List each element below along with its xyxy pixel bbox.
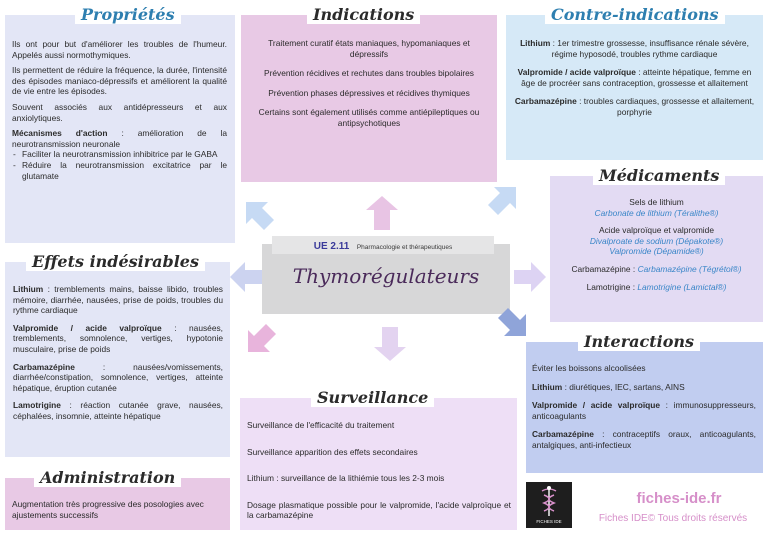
mecanismes-bullet-1: - Faciliter la neurotransmission inhibitrice par le GABA — [22, 149, 227, 160]
surveillance-2: Surveillance apparition des effets secondaires — [247, 446, 418, 457]
effets-text — [13, 284, 223, 427]
proprietes-text — [12, 39, 227, 181]
med-valproate: Acide valproïque et valpromide — [599, 225, 714, 236]
center-ue-band — [272, 236, 494, 254]
contre-lithium-label: Lithium — [520, 38, 551, 48]
contre-indications-title: Contre-indications — [545, 6, 725, 24]
interactions-title: Interactions — [578, 333, 700, 351]
effets-lamotrigine-text: : réaction cutanée grave, nausées, céphalées, insomnie, atteinte hépatique — [13, 400, 223, 421]
med-valproate-brand-1: Divalproate de sodium (Dépakote®) — [589, 235, 724, 246]
interaction-carbamazepine-label: Carbamazépine — [532, 429, 594, 440]
proprietes-p3: Souvent associés aux antidépresseurs et aux anxiolytiques. — [12, 101, 227, 123]
med-lithium: Sels de lithium — [629, 197, 684, 207]
mecanismes-label: Mécanismes d'action — [12, 128, 108, 139]
arrow-right-icon — [514, 262, 546, 292]
arrow-down-right-icon — [496, 306, 528, 338]
surveillance-4: Dosage plasmatique possible pour le valpromide, l'acide valproïque et la carbamazépine — [247, 499, 511, 521]
surveillance-3: Lithium : surveillance de la lithiémie tous les 2-3 mois — [247, 473, 445, 484]
arrow-down-left-icon — [246, 322, 278, 354]
contre-valpromide-label: Valpromide / acide valproïque — [517, 67, 636, 78]
effets-valpromide-text: : nausées, tremblements, somnolence, vertiges, hypotonie musculaire, prise de poids — [13, 322, 223, 354]
proprietes-title: Propriétés — [75, 6, 181, 24]
mecanismes-text: : amélioration de la neurotransmission neuronale — [12, 128, 227, 149]
mecanismes-bullet-2: - Réduire la neurotransmission excitatrice par le glutamate — [22, 160, 227, 181]
interaction-valpromide-label: Valpromide / acide valproïque — [532, 400, 661, 411]
arrow-up-icon — [366, 196, 398, 230]
center-ue-subtitle: Pharmacologie et thérapeutiques — [356, 244, 453, 251]
surveillance-text — [247, 420, 511, 526]
center-ue-code: UE 2.11 — [313, 241, 350, 252]
contre-carbamazepine-text: : troubles cardiaques, grossesse et allaitement, porphyrie — [576, 96, 755, 117]
effets-valpromide-label: Valpromide / acide valproïque — [13, 322, 162, 333]
interaction-carbamazepine-text: : contraceptifs oraux, anticoagulants, antalgiques, anti-infectieux — [532, 429, 756, 450]
arrow-down-icon — [374, 327, 406, 361]
center-title: Thymorégulateurs — [292, 264, 480, 288]
interaction-lithium-text: : diurétiques, IEC, sartans, AINS — [562, 381, 685, 392]
administration-text: Augmentation très progressive des posologies avec ajustements successifs — [12, 499, 204, 520]
fiches-ide-logo — [526, 482, 572, 528]
med-carbamazepine-brand: Carbamazépine (Tégrétol®) — [637, 263, 742, 274]
interaction-alcool: Éviter les boissons alcoolisées — [532, 363, 646, 373]
footer-site[interactable]: fiches-ide.fr — [636, 490, 722, 507]
contre-lithium-text: : 1er trimestre grossesse, insuffisance rénale sévère, régime hyposodé, troubles rythme cardiaque — [550, 38, 749, 59]
med-lithium-brand: Carbonate de lithium (Téralithe®) — [594, 207, 719, 218]
effets-title: Effets indésirables — [26, 253, 205, 271]
med-carbamazepine: Carbamazépine : — [571, 263, 638, 274]
logo-text: FICHES IDE — [536, 519, 562, 524]
interactions-text — [532, 363, 756, 456]
effets-carbamazepine-label: Carbamazépine — [13, 361, 75, 372]
interaction-lithium-label: Lithium — [532, 381, 563, 392]
arrow-up-right-icon — [486, 185, 518, 217]
mecanismes-list — [12, 149, 227, 181]
contre-indications-text — [512, 38, 757, 123]
arrow-left-icon — [230, 262, 262, 292]
medicaments-text — [553, 197, 760, 292]
effets-lithium-text: : tremblements mains, baisse libido, troubles mémoire, diarrhée, nausées, prise de poids, troubles du rythme cardiaque — [13, 284, 223, 316]
proprietes-p2: Ils permettent de réduire la fréquence, la durée, l'intensité des épisodes maniaco-dépressifs et améliorent la qualité de vie entre les épisodes. — [12, 65, 227, 97]
proprietes-p1: Ils ont pour but d'améliorer les troubles de l'humeur. Appelés aussi normothymiques. — [12, 39, 227, 60]
surveillance-title: Surveillance — [311, 389, 434, 407]
indication-1: Traitement curatif états maniaques, hypomaniaques et dépressifs — [268, 38, 470, 59]
med-valproate-brand-2: Valpromide (Dépamide®) — [609, 246, 704, 257]
med-lamotrigine-brand: Lamotrigine (Lamictal®) — [637, 281, 727, 292]
effets-lamotrigine-label: Lamotrigine — [13, 400, 61, 411]
effets-carbamazepine-text: : nausées/vomissements, diarrhée/constipation, somnolence, vertiges, atteinte hépatique, éruption cutanée — [13, 361, 223, 393]
indication-2: Prévention récidives et rechutes dans troubles bipolaires — [264, 68, 474, 79]
medicaments-title: Médicaments — [593, 167, 725, 185]
effets-lithium-label: Lithium — [13, 284, 44, 294]
indication-3: Prévention phases dépressives et récidives thymiques — [268, 87, 470, 98]
contre-carbamazepine-label: Carbamazépine — [514, 96, 577, 107]
caduceus-icon — [526, 482, 572, 520]
surveillance-1: Surveillance de l'efficacité du traitement — [247, 420, 395, 430]
indications-text — [249, 38, 489, 134]
administration-title: Administration — [34, 469, 181, 487]
med-lamotrigine: Lamotrigine : — [586, 281, 638, 292]
arrow-up-left-icon — [244, 200, 276, 232]
indications-title: Indications — [307, 6, 420, 24]
footer-rights: Fiches IDE© Tous droits réservés — [598, 513, 748, 524]
indication-4: Certains sont également utilisés comme antiépileptiques ou antipsychotiques — [258, 107, 480, 128]
contre-valpromide-text: : atteinte hépatique, femme en âge de procréer sans contraception, grossesse et allaitement — [521, 67, 752, 88]
interaction-valpromide-text: : immunosuppresseurs, anticoagulants — [532, 400, 756, 421]
